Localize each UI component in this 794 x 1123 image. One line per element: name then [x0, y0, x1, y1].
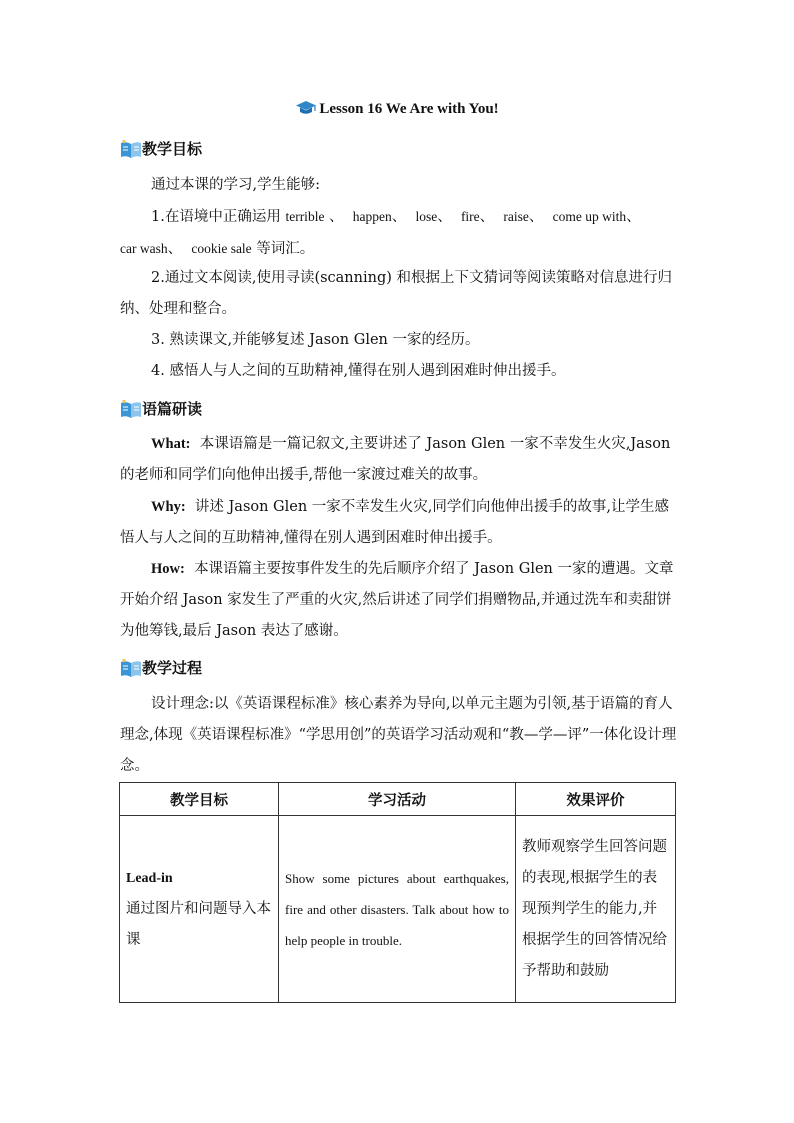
book-icon [120, 399, 142, 419]
section-heading-text: 教学过程 [142, 659, 203, 677]
objective-item-2: 2.通过文本阅读,使用寻读(scanning) 和根据上下文猜词等阅读策略对信息进行归纳、处理和整合。 [120, 270, 673, 317]
book-icon [120, 658, 142, 678]
book-icon [120, 139, 142, 159]
activity-cell: Show some pictures about earthquakes, fire and other disasters. Talk about how to help people in trouble. [279, 816, 516, 1003]
objective-item-3: 3. 熟读课文,并能够复述 Jason Glen 一家的经历。 [151, 332, 480, 348]
section-heading-analysis [120, 397, 202, 421]
column-header-activity: 学习活动 [279, 783, 516, 816]
column-header-goal: 教学目标 [120, 783, 279, 816]
graduation-cap-icon [295, 100, 317, 121]
section-heading-text: 教学目标 [142, 140, 203, 158]
section-heading-objectives [120, 137, 202, 161]
goal-cell [120, 816, 279, 1003]
goal-text: 通过图片和问题导入本课 [126, 900, 271, 948]
section-heading-text: 语篇研读 [142, 400, 203, 418]
analysis-what: What: 本课语篇是一篇记叙文,主要讲述了 Jason Glen 一家不幸发生火灾,Jason 的老师和同学们向他伸出援手,帮他一家渡过难关的故事。 [120, 436, 671, 483]
process-intro: 设计理念:以《英语课程标准》核心素养为导向,以单元主题为引领,基于语篇的育人理念,体现《英语课程标准》“学思用创”的英语学习活动观和“教—学—评”一体化设计理念。 [120, 696, 677, 774]
objective-item-4: 4. 感悟人与人之间的互助精神,懂得在别人遇到困难时伸出援手。 [151, 363, 566, 379]
analysis-how: How: 本课语篇主要按事件发生的先后顺序介绍了 Jason Glen 一家的遭遇。文章开始介绍 Jason 家发生了严重的火灾,然后讲述了同学们捐赠物品,并通过洗车和卖甜饼为他筹钱,最后 Jason 表达了感谢。 [120, 561, 674, 639]
table-row [120, 816, 676, 1003]
section-heading-process [120, 656, 202, 680]
objective-1-text: 1.在语境中正确运用 terrible 、 happen、 lose、 fire、 raise、 come up with、 car wash、 cookie sale 等词汇。 [120, 209, 641, 257]
goal-label: Lead-in [126, 870, 173, 886]
column-header-evaluation: 效果评价 [516, 783, 676, 816]
table-header-row [120, 783, 676, 816]
objectives-intro: 通过本课的学习,学生能够: [151, 177, 320, 193]
lesson-title-text: Lesson 16 We Are with You! [319, 101, 499, 117]
teaching-plan-table [119, 782, 676, 1003]
lesson-title [0, 100, 794, 121]
evaluation-cell: 教师观察学生回答问题的表现,根据学生的表现预判学生的能力,并根据学生的回答情况给予帮助和鼓励 [516, 816, 676, 1003]
analysis-why: Why: 讲述 Jason Glen 一家不幸发生火灾,同学们向他伸出援手的故事,让学生感悟人与人之间的互助精神,懂得在别人遇到困难时伸出援手。 [120, 499, 670, 546]
objective-item-1 [120, 201, 680, 265]
